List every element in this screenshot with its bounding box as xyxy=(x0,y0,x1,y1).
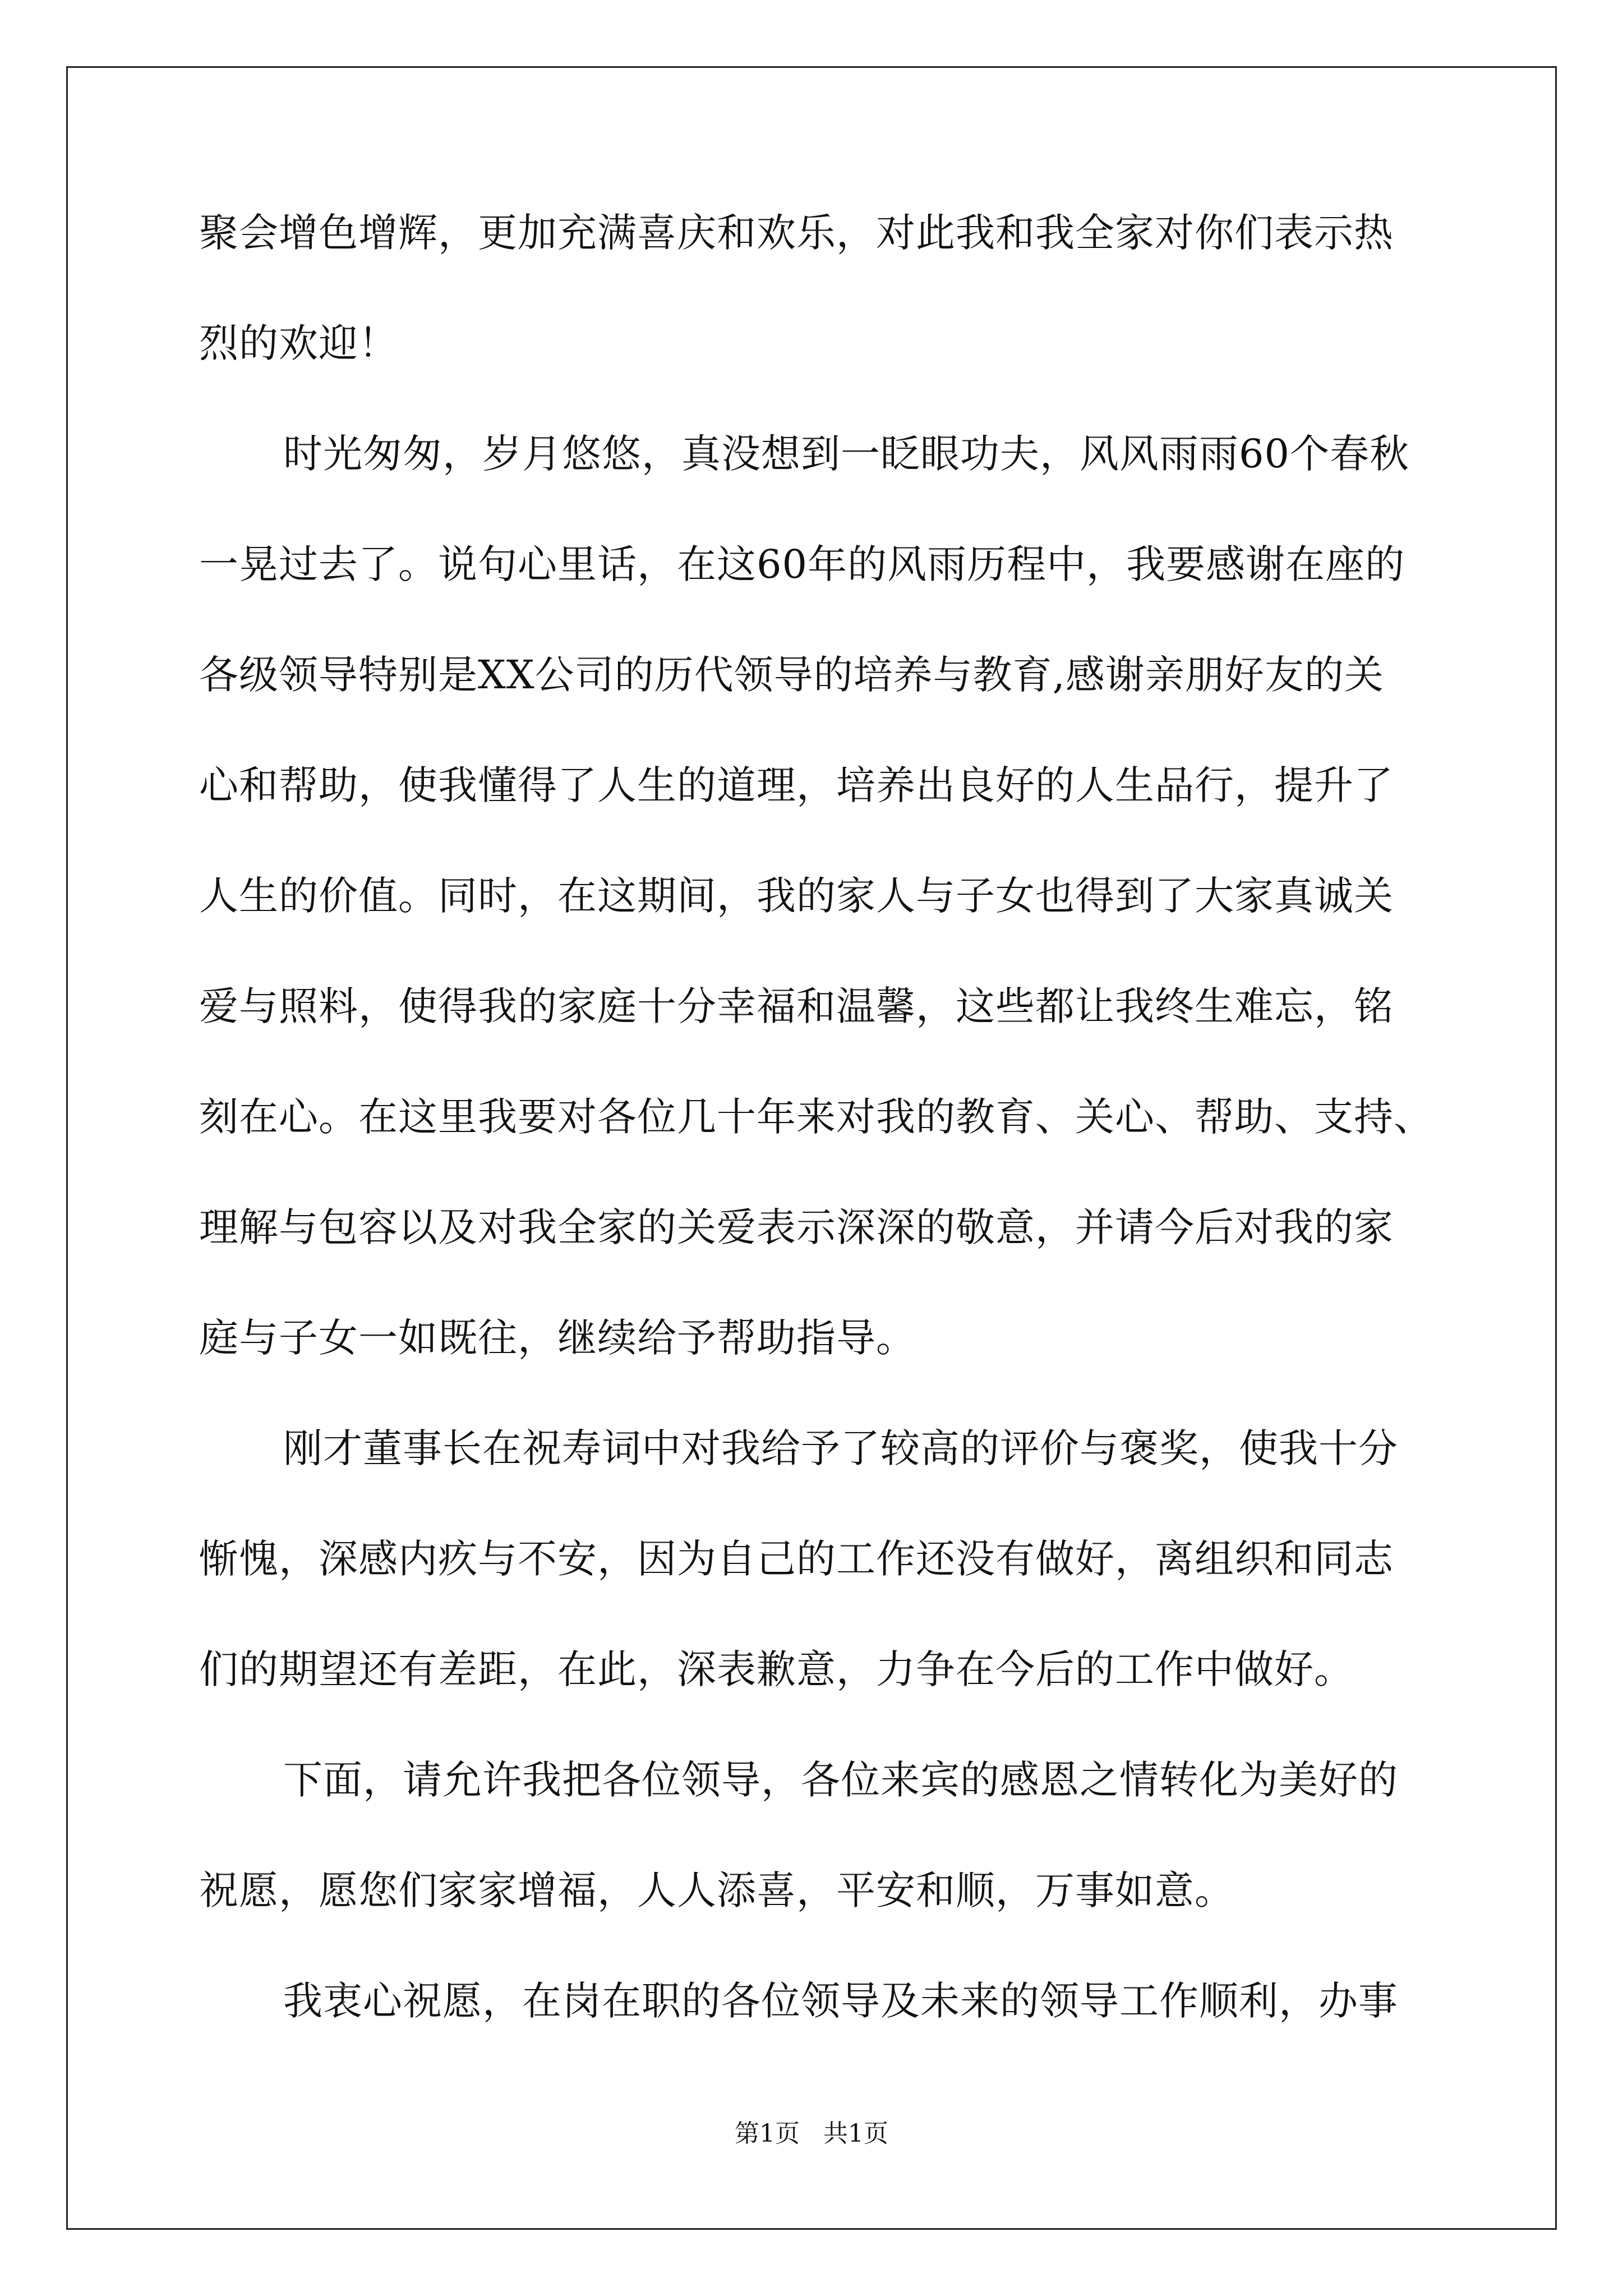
text-line: 理解与包容以及对我全家的关爱表示深深的敬意，并请今后对我的家 xyxy=(199,1204,1394,1250)
text-line: 刻在心。在这里我要对各位几十年来对我的教育、关心、帮助、支持、 xyxy=(199,1094,1433,1140)
page-number: 第1页 xyxy=(735,2119,800,2148)
text-line: 心和帮助，使我懂得了人生的道理，培养出良好的人生品行，提升了 xyxy=(199,762,1394,808)
paragraph-start-line: 刚才董事长在祝寿词中对我给予了较高的评价与褒奖，使我十分 xyxy=(283,1425,1398,1471)
text-line: 聚会增色增辉，更加充满喜庆和欢乐，对此我和我全家对你们表示热 xyxy=(199,210,1394,256)
text-line: 惭愧，深感内疚与不安，因为自己的工作还没有做好，离组织和同志 xyxy=(199,1536,1394,1582)
paragraph-start-line: 我衷心祝愿，在岗在职的各位领导及未来的领导工作顺利，办事 xyxy=(283,1978,1398,2024)
paragraph-start-line: 时光匆匆，岁月悠悠，真没想到一眨眼功夫，风风雨雨60个春秋 xyxy=(283,431,1410,477)
page-footer xyxy=(0,2119,1623,2148)
text-line: 一晃过去了。说句心里话，在这60年的风雨历程中，我要感谢在座的 xyxy=(199,541,1405,587)
paragraph-start-line: 下面，请允许我把各位领导，各位来宾的感恩之情转化为美好的 xyxy=(283,1757,1398,1803)
text-line: 庭与子女一如既往，继续给予帮助指导。 xyxy=(199,1315,916,1361)
text-line: 祝愿，愿您们家家增福，人人添喜，平安和顺，万事如意。 xyxy=(199,1867,1234,1913)
text-line: 烈的欢迎！ xyxy=(199,320,398,366)
document-body xyxy=(199,210,1455,2092)
page-total: 共1页 xyxy=(823,2119,888,2148)
text-line: 人生的价值。同时，在这期间，我的家人与子女也得到了大家真诚关 xyxy=(199,873,1394,919)
text-line: 们的期望还有差距，在此，深表歉意，力争在今后的工作中做好。 xyxy=(199,1646,1354,1692)
text-line: 各级领导特别是XX公司的历代领导的培养与教育,感谢亲朋好友的关 xyxy=(199,652,1384,698)
text-line: 爱与照料，使得我的家庭十分幸福和温馨，这些都让我终生难忘，铭 xyxy=(199,983,1394,1029)
